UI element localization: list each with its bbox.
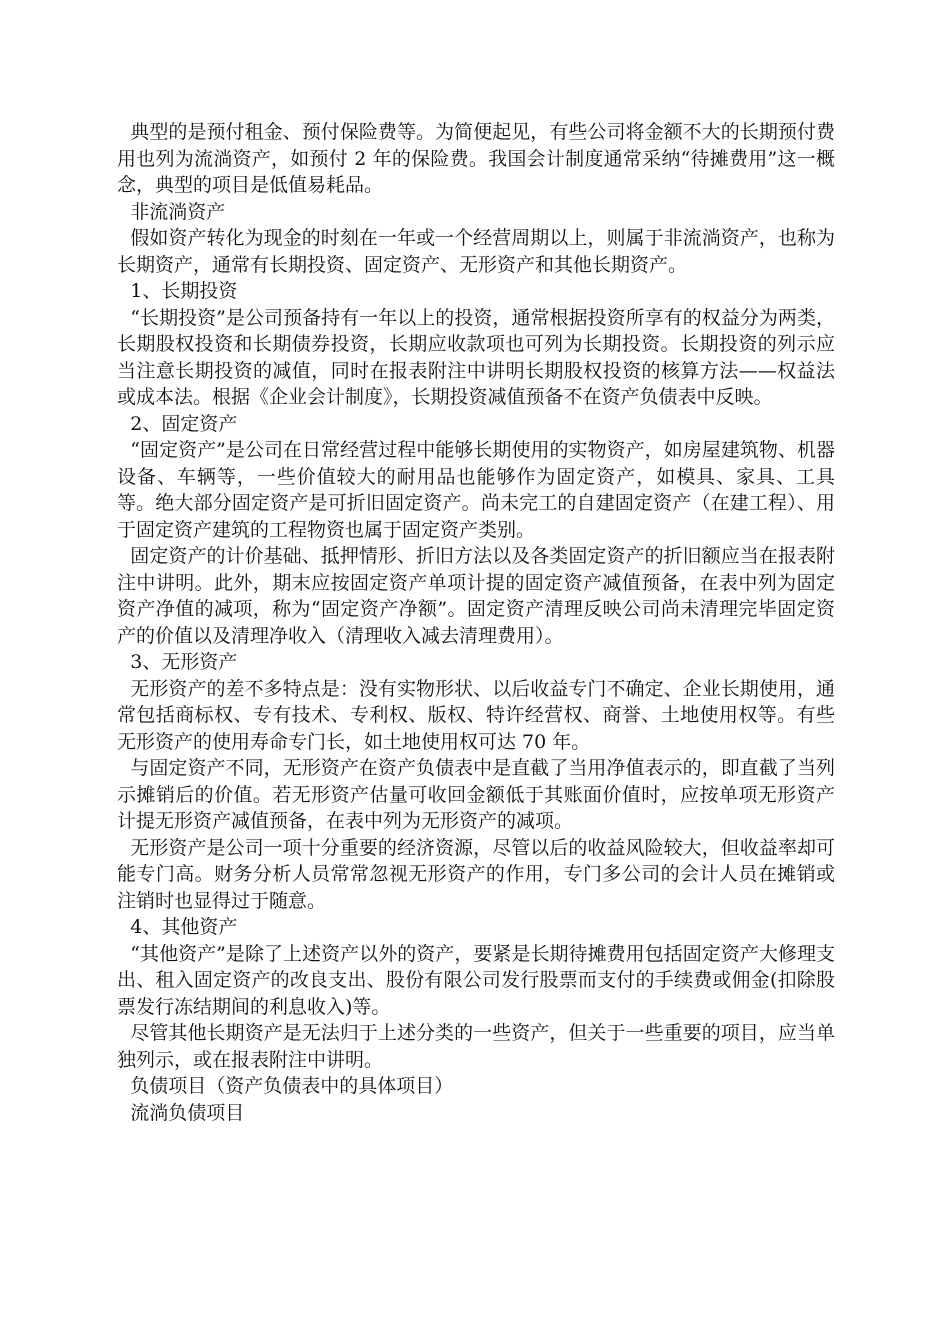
paragraph-other-assets: “其他资产”是除了上述资产以外的资产，要紧是长期待摊费用包括固定资产大修理支出、租入固定资产的改良支出、股份有限公司发行股票而支付的手续费或佣金(扣除股票发行冻结期间的利息收入)等。 xyxy=(117,942,835,1018)
paragraph-fixed-assets: “固定资产”是公司在日常经营过程中能够长期使用的实物资产，如房屋建筑物、机器设备、车辆等，一些价值较大的耐用品也能够作为固定资产，如模具、家具、工具等。绝大部分固定资产是可折旧固定资产。尚未完工的自建固定资产（在建工程）、用于固定资产建筑的工程物资也属于固定资产类别。 xyxy=(117,439,835,541)
paragraph-prepaid-expenses: 典型的是预付租金、预付保险费等。为简便起见，有些公司将金额不大的长期预付费用也列为流淌资产，如预付 2 年的保险费。我国会计制度通常采纳“待摊费用”这一概念，典型的项目是低值易耗品。 xyxy=(117,121,835,196)
paragraph-other-long-term-assets: 尽管其他长期资产是无法归于上述分类的一些资产，但关于一些重要的项目，应当单独列示，或在报表附注中讲明。 xyxy=(117,1022,835,1071)
paragraph-intangible-importance: 无形资产是公司一项十分重要的经济资源，尽管以后的收益风险较大，但收益率却可能专门高。财务分析人员常常忽视无形资产的作用，专门多公司的会计人员在摊销或注销时也显得过于随意。 xyxy=(117,836,835,912)
paragraph-intangible-features: 无形资产的差不多特点是：没有实物形状、以后收益专门不确定、企业长期使用，通常包括商标权、专有技术、专利权、版权、特许经营权、商誉、土地使用权等。有些无形资产的使用寿命专门长，如土地使用权可达 70 年。 xyxy=(117,677,835,753)
paragraph-fixed-assets-valuation: 固定资产的计价基础、抵押情形、折旧方法以及各类固定资产的折旧额应当在报表附注中讲明。此外，期末应按固定资产单项计提的固定资产减值预备，在表中列为固定资产净值的减项，称为“固定资产净额”。固定资产清理反映公司尚未清理完毕固定资产的价值以及清理净收入（清理收入减去清理费用）。 xyxy=(117,545,835,647)
heading-liability-items: 负债项目（资产负债表中的具体项目） xyxy=(130,1075,454,1097)
paragraph-intangible-net-value: 与固定资产不同，无形资产在资产负债表中是直截了当用净值表示的，即直截了当列示摊销后的价值。若无形资产估量可收回金额低于其账面价值时，应按单项无形资产计提无形资产减值预备，在表中列为无形资产的减项。 xyxy=(117,757,835,832)
paragraph-long-term-investment: “长期投资”是公司预备持有一年以上的投资，通常根据投资所享有的权益分为两类，长期股权投资和长期债券投资，长期应收款项也可列为长期投资。长期投资的列示应当注意长期投资的减值，同时在报表附注中讲明长期股权投资的核算方法——权益法或成本法。根据《企业会计制度》，长期投资减值预备不在资产负债表中反映。 xyxy=(117,306,835,408)
paragraph-non-current-definition: 假如资产转化为现金的时刻在一年或一个经营周期以上，则属于非流淌资产，也称为长期资产，通常有长期投资、固定资产、无形资产和其他长期资产。 xyxy=(117,227,835,276)
heading-fixed-assets: 2、固定资产 xyxy=(130,412,238,435)
heading-intangible-assets: 3、无形资产 xyxy=(130,651,238,673)
heading-long-term-investment: 1、长期投资 xyxy=(130,280,238,302)
heading-non-current-assets: 非流淌资产 xyxy=(130,200,226,223)
heading-current-liabilities: 流淌负债项目 xyxy=(130,1101,245,1124)
document-body xyxy=(117,119,835,1126)
heading-other-assets: 4、其他资产 xyxy=(130,916,238,938)
